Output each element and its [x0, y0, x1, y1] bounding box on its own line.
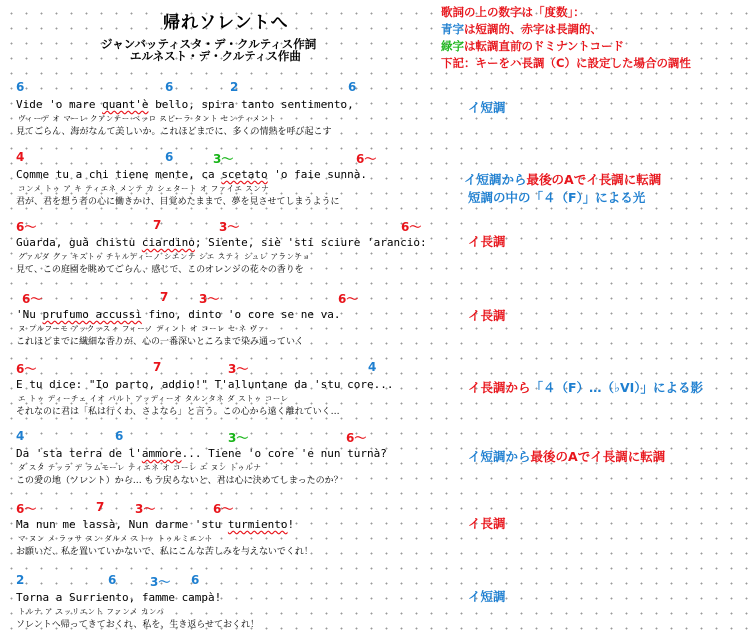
degree-marker: 6 — [115, 429, 124, 443]
lyric-line: Torna a Surriento, famme campà! — [16, 591, 222, 604]
degree-marker: 2 — [16, 573, 25, 587]
degree-marker: 6〜 — [346, 431, 367, 445]
legend-line-4: 下記：キーをハ長調（C）に設定した場合の調性 — [441, 56, 691, 70]
lyricist-credit: エルネスト・デ・クルティス作曲 — [130, 49, 301, 63]
degree-marker: 6 — [348, 80, 357, 94]
degree-marker: 4 — [16, 150, 25, 164]
reading-line: ダ スタ テッラ デ ラムモーレ ティエネ オ コーレ エ ヌン トゥルナ — [18, 463, 262, 472]
lyric-line: Guarda, guà chistu ciardino; Siente, siè 'sti sciure 'arancio: — [16, 236, 427, 249]
translation-line: 見て、この庭園を眺めてごらん、感じて、このオレンジの花々の香りを — [16, 265, 304, 275]
degree-marker: 6〜 — [356, 152, 377, 166]
lyric-line: Comme tu a chi tiene mente, ca scetato 'o faie sunnà. — [16, 168, 368, 181]
degree-marker: 3〜 — [213, 152, 234, 166]
degree-marker: 6 — [108, 573, 117, 587]
translation-line: これほどまでに繊細な香りが、心の一番深いところまで染み通っていく — [16, 337, 305, 347]
song-title: 帰れソレントへ — [163, 13, 289, 33]
legend-line-1: 歌詞の上の数字は「度数」： — [441, 5, 585, 19]
degree-marker: 4 — [16, 429, 25, 443]
legend-line-3: 緑字は転調直前のドミナントコード — [441, 39, 624, 53]
degree-marker: 3〜 — [199, 292, 220, 306]
reading-line: ヴィーデ オ マーレ クアンテー ベッロ スピーラ タント センティメント — [18, 114, 277, 123]
degree-marker: 6〜 — [338, 292, 359, 306]
legend-line-2: 青字は短調的、赤字は長調的、 — [441, 22, 602, 36]
degree-marker: 6〜 — [16, 220, 37, 234]
lyric-line: Ma nun me lassà, Nun darme 'stu turmiento! — [16, 518, 295, 531]
reading-line: トルナ ア スッリエント ファンメ カンパ — [18, 607, 165, 616]
degree-marker: 2 — [230, 80, 239, 94]
translation-line: お願いだ、私を置いていかないで、私にこんな苦しみを与えないでくれ！ — [16, 547, 313, 557]
degree-marker: 7 — [153, 360, 162, 374]
translation-line: ソレントへ帰ってきておくれ、私を、生き返らせておくれ！ — [16, 620, 260, 630]
key-note: イ短調から最後のAでイ長調に転調 — [464, 172, 662, 187]
degree-marker: 3〜 — [228, 431, 249, 445]
degree-marker: 7 — [96, 500, 105, 514]
reading-line: ヌ プルフーモ アックッスィ フィーノ ディント オ コーレ セ ネ ヴァ — [18, 324, 266, 333]
degree-marker: 3〜 — [228, 362, 249, 376]
degree-marker: 6〜 — [401, 220, 422, 234]
degree-marker: 6〜 — [22, 292, 43, 306]
degree-marker: 7 — [153, 218, 162, 232]
degree-marker: 6 — [165, 150, 174, 164]
lyric-line: Da 'sta terra de l'ammore... Tiene 'o core 'e nun turnà? — [16, 447, 387, 460]
key-note: イ短調から最後のAでイ長調に転調 — [468, 449, 666, 464]
degree-marker: 6〜 — [16, 502, 37, 516]
key-note: イ短調 — [468, 100, 506, 115]
key-note: イ長調 — [468, 234, 506, 249]
degree-marker: 4 — [368, 360, 377, 374]
translation-line: この愛の地（ソレント）から… もう戻らないと、君は心に決めてしまったのか？ — [16, 476, 343, 486]
degree-marker: 6〜 — [213, 502, 234, 516]
translation-line: 見てごらん、海がなんて美しいか。これほどまでに、多くの情熱を呼び起こす — [16, 127, 332, 137]
degree-marker: 7 — [160, 290, 169, 304]
degree-marker: 3〜 — [219, 220, 240, 234]
key-note: イ長調 — [468, 516, 506, 531]
legend-box — [441, 4, 691, 72]
degree-marker: 3〜 — [135, 502, 156, 516]
lyric-line: Vide 'o mare quant'è bello, spira tanto sentimento, — [16, 98, 354, 111]
translation-line: 君が、君を想う者の心に働きかけ、目覚めたままで、夢を見させてしまうように — [16, 197, 340, 207]
lyric-line: 'Nu prufumo accussì fino, dinto 'o core se ne va. — [16, 308, 341, 321]
lyric-line: E tu dice: "Io parto, addio!" T'alluntane da 'stu core... — [16, 378, 394, 391]
degree-marker: 3〜 — [150, 575, 171, 589]
reading-line: グァルダ グァ キストゥ チャルディーノ シエンテ シエ スティ シュレ アランチョ — [18, 252, 311, 261]
key-note: イ短調 — [468, 589, 506, 604]
key-note-secondary: 短調の中の「４（F）」による光 — [468, 190, 646, 205]
degree-marker: 6〜 — [16, 362, 37, 376]
reading-line: マ ヌン メ ラッサ ヌン ダルメ ストゥ トゥルミエント — [18, 534, 214, 543]
translation-line: それなのに君は「私は行くわ、さよなら」と言う。この心から遠く離れていく… — [16, 407, 340, 417]
composer-credit: ジャンバッティスタ・デ・クルティス作詞 — [101, 37, 317, 51]
degree-marker: 6 — [191, 573, 200, 587]
key-note: イ長調 — [468, 308, 506, 323]
reading-line: エ トゥ ディーチェ イオ パルト アッディーオ タルンタネ ダ ストゥ コーレ — [18, 394, 289, 403]
key-note: イ長調から「４（F）…（♭VI）」による影 — [468, 380, 704, 395]
degree-marker: 6 — [165, 80, 174, 94]
degree-marker: 6 — [16, 80, 25, 94]
reading-line: コンメ トゥ ア キ ティエネ メンテ カ シェタート オ ファイエ スンナ — [18, 184, 270, 193]
